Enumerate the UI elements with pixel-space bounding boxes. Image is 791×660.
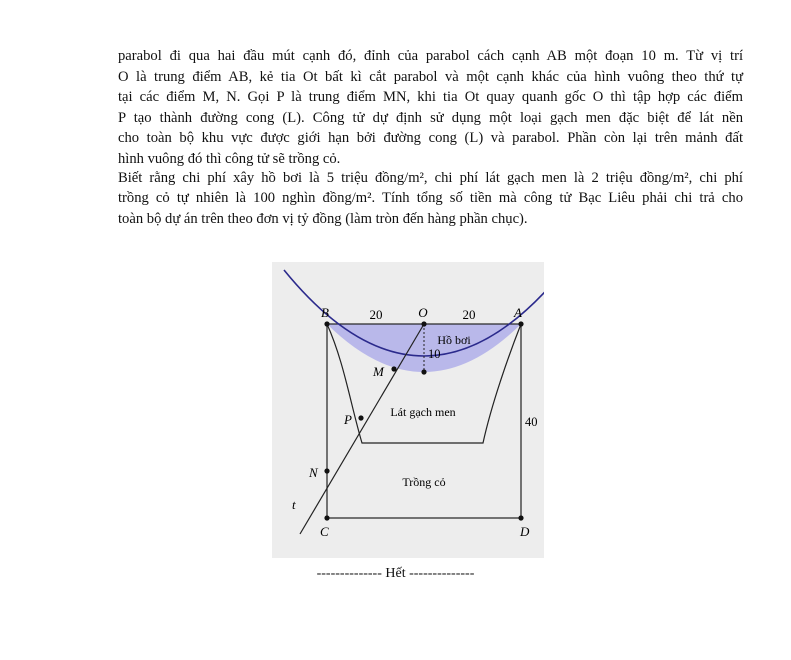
problem-line-9: toàn bộ dự án trên theo đơn vị tỷ đồng (làm tròn đến hàng phần chục). [118, 211, 528, 227]
geometry-figure [272, 262, 544, 558]
point-O [421, 321, 426, 326]
point-P [358, 415, 363, 420]
label-depth: 10 [428, 347, 441, 361]
problem-line-2: O là trung điểm AB, kẻ tia Ot bất kì cắt parabol và một cạnh khác của hình vuông theo thứ tự [118, 68, 743, 85]
problem-line-6: hình vuông đó thì công tử sẽ trồng cỏ. [118, 150, 341, 167]
label-B: B [321, 305, 329, 320]
label-C: C [320, 524, 329, 539]
figure-svg [272, 262, 544, 558]
problem-line-7: Biết rằng chi phí xây hồ bơi là 5 triệu đồng/m², chi phí lát gạch men là 2 triệu đồng/m², chi phí [118, 170, 743, 186]
problem-line-5: cho toàn bộ khu vực được giới hạn bởi đường cong (L) và parabol. Phần còn lại trên mảnh đất [118, 130, 743, 146]
problem-line-4: P tạo thành đường cong (L). Công tử dự định sử dụng một loại gạch men đặc biệt để lát nền [118, 109, 743, 126]
grass-label: Trồng cỏ [402, 475, 446, 489]
problem-text [118, 46, 743, 230]
label-right-half: 20 [462, 307, 476, 322]
point-A [518, 321, 523, 326]
label-t: t [292, 497, 296, 512]
pool-label: Hồ bơi [437, 333, 471, 347]
label-side: 40 [525, 415, 538, 429]
point-N [324, 468, 329, 473]
problem-line-1: parabol đi qua hai đầu mút cạnh đó, đỉnh của parabol cách cạnh AB một đoạn 10 m. Từ vị trí [118, 48, 743, 64]
point-B [324, 321, 329, 326]
label-D: D [520, 524, 530, 539]
label-P: P [344, 412, 352, 427]
problem-line-3: tại các điểm M, N. Gọi P là trung điểm MN, khi tia Ot quay quanh gốc O thì tập hợp các điểm [118, 89, 743, 105]
label-A: A [514, 305, 522, 320]
label-O: O [418, 305, 428, 320]
end-marker: -------------- Hết -------------- [316, 566, 475, 581]
point-D [518, 515, 523, 520]
label-M: M [373, 364, 384, 379]
label-left-half: 20 [369, 307, 383, 322]
tiles-label: Lát gạch men [390, 405, 456, 419]
point-M [391, 366, 396, 371]
point-C [324, 515, 329, 520]
problem-line-8: trồng cỏ tự nhiên là 100 nghìn đồng/m². Tính tổng số tiền mà công tử Bạc Liêu phải chi trả cho [118, 190, 743, 206]
point-vertex [421, 369, 426, 374]
label-N: N [309, 465, 318, 480]
